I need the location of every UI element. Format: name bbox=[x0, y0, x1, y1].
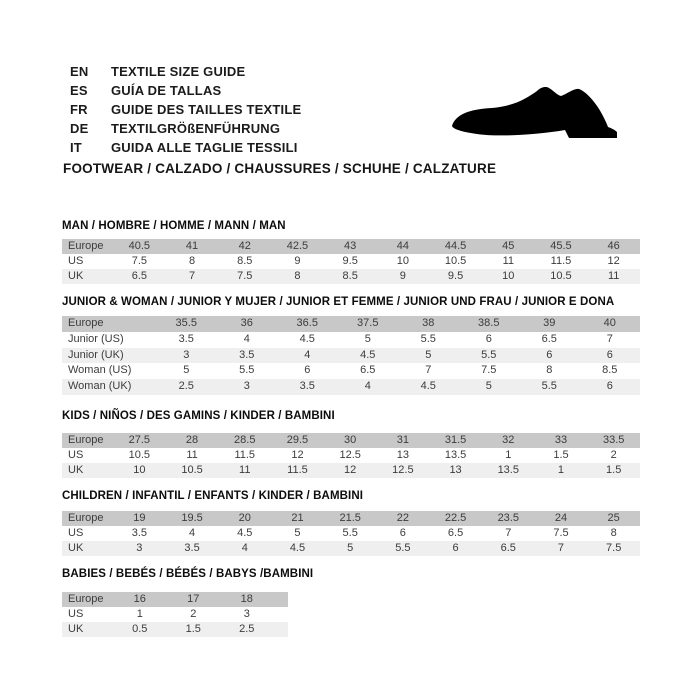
size-value: 3 bbox=[183, 348, 190, 361]
size-value: 29.5 bbox=[286, 434, 309, 446]
size-value: 5 bbox=[364, 332, 371, 345]
size-value: 5.5 bbox=[541, 380, 557, 393]
size-value: 6 bbox=[606, 380, 613, 393]
table-row bbox=[62, 463, 640, 478]
size-table bbox=[62, 433, 640, 478]
table-row bbox=[62, 433, 640, 448]
size-value: 44 bbox=[396, 240, 409, 252]
language-code: ES bbox=[70, 83, 88, 98]
size-value: 36 bbox=[240, 317, 253, 329]
row-label: UK bbox=[68, 542, 84, 554]
size-value: 10 bbox=[502, 270, 515, 282]
size-value: 4 bbox=[243, 332, 250, 345]
size-value: 38.5 bbox=[478, 317, 500, 329]
size-value: 33 bbox=[554, 434, 568, 446]
size-value: 46 bbox=[607, 240, 620, 252]
size-value: 2.5 bbox=[178, 380, 194, 393]
section-title: MAN / HOMBRE / HOMME / MANN / MAN bbox=[62, 220, 286, 232]
section-title: JUNIOR & WOMAN / JUNIOR Y MUJER / JUNIOR ET FEMME / JUNIOR UND FRAU / JUNIOR E DONA bbox=[62, 296, 615, 308]
row-label: UK bbox=[68, 464, 84, 476]
shoe-icon bbox=[447, 82, 622, 142]
table-row bbox=[62, 511, 640, 526]
size-value: 6.5 bbox=[541, 332, 557, 345]
size-value: 7 bbox=[606, 332, 613, 345]
category-title: FOOTWEAR / CALZADO / CHAUSSURES / SCHUHE / CALZATURE bbox=[63, 161, 497, 176]
table-row bbox=[62, 332, 640, 348]
size-value: 1 bbox=[557, 464, 565, 476]
size-value: 6.5 bbox=[500, 542, 516, 554]
size-value: 4.5 bbox=[299, 332, 315, 345]
size-value: 9.5 bbox=[342, 255, 358, 267]
table-row bbox=[62, 363, 640, 379]
language-code: EN bbox=[70, 64, 89, 79]
size-value: 7.5 bbox=[553, 527, 569, 539]
section-title: CHILDREN / INFANTIL / ENFANTS / KINDER / BAMBINI bbox=[62, 490, 364, 502]
size-value: 5 bbox=[425, 348, 432, 361]
row-label: UK bbox=[68, 623, 84, 635]
table-row bbox=[62, 348, 640, 364]
size-value: 8 bbox=[546, 364, 553, 377]
language-guide-title: GUIDA ALLE TAGLIE TESSILI bbox=[111, 140, 298, 155]
size-value: 19.5 bbox=[181, 512, 203, 524]
size-value: 39 bbox=[543, 317, 556, 329]
table-row bbox=[62, 541, 640, 556]
size-value: 10.5 bbox=[550, 270, 572, 282]
size-value: 6 bbox=[452, 542, 459, 554]
size-value: 40 bbox=[603, 317, 616, 329]
size-value: 3 bbox=[243, 608, 250, 620]
size-value: 36.5 bbox=[296, 317, 318, 329]
size-value: 4 bbox=[364, 380, 371, 393]
row-label: US bbox=[68, 449, 84, 461]
language-row-de bbox=[70, 119, 301, 138]
size-value: 5.5 bbox=[239, 364, 255, 377]
size-value: 27.5 bbox=[128, 434, 151, 446]
size-value: 1.5 bbox=[185, 623, 201, 635]
size-value: 42.5 bbox=[286, 240, 309, 252]
size-value: 37.5 bbox=[357, 317, 379, 329]
size-value: 10 bbox=[396, 255, 409, 267]
size-value: 4 bbox=[304, 348, 311, 361]
language-guide-title: TEXTILGRÖßENFÜHRUNG bbox=[111, 121, 281, 136]
size-value: 12.5 bbox=[392, 464, 414, 476]
size-value: 1 bbox=[136, 608, 143, 620]
size-value: 3.5 bbox=[299, 380, 315, 393]
language-row-es bbox=[70, 81, 301, 100]
row-label: Woman (UK) bbox=[68, 380, 132, 393]
size-value: 23.5 bbox=[497, 512, 519, 524]
language-guide-title: GUÍA DE TALLAS bbox=[111, 83, 222, 98]
size-table bbox=[62, 511, 640, 556]
size-table bbox=[62, 239, 640, 284]
size-value: 43 bbox=[344, 240, 357, 252]
size-value: 7.5 bbox=[606, 542, 622, 554]
size-value: 5 bbox=[183, 364, 190, 377]
table-row bbox=[62, 622, 288, 637]
size-value: 3.5 bbox=[178, 332, 194, 345]
size-value: 8.5 bbox=[342, 270, 358, 282]
size-value: 24 bbox=[554, 512, 568, 524]
row-label: Europe bbox=[68, 512, 104, 524]
size-value: 13 bbox=[449, 464, 462, 476]
size-value: 2 bbox=[610, 449, 617, 461]
size-value: 4.5 bbox=[420, 380, 436, 393]
size-value: 5.5 bbox=[342, 527, 358, 539]
size-value: 3 bbox=[136, 542, 143, 554]
size-value: 12 bbox=[607, 255, 620, 267]
language-guide-title: TEXTILE SIZE GUIDE bbox=[111, 64, 246, 79]
size-value: 41 bbox=[185, 240, 199, 252]
size-value: 18 bbox=[240, 593, 253, 605]
language-code: FR bbox=[70, 102, 88, 117]
size-value: 12 bbox=[344, 464, 357, 476]
size-value: 8 bbox=[610, 527, 617, 539]
size-value: 28.5 bbox=[234, 434, 256, 446]
size-value: 10.5 bbox=[181, 464, 203, 476]
size-value: 3.5 bbox=[239, 348, 255, 361]
size-value: 45.5 bbox=[550, 240, 572, 252]
size-value: 10 bbox=[133, 464, 146, 476]
size-value: 4 bbox=[241, 542, 248, 554]
size-value: 9 bbox=[399, 270, 406, 282]
row-label: Europe bbox=[68, 240, 104, 252]
size-value: 8 bbox=[294, 270, 301, 282]
language-row-en bbox=[70, 62, 301, 81]
size-value: 19 bbox=[133, 512, 146, 524]
row-label: Europe bbox=[68, 593, 104, 605]
size-value: 11 bbox=[502, 255, 514, 267]
size-value: 11.5 bbox=[287, 464, 308, 476]
table-row bbox=[62, 254, 640, 269]
size-value: 3 bbox=[243, 380, 250, 393]
size-value: 5 bbox=[485, 380, 492, 393]
size-value: 10.5 bbox=[128, 449, 151, 461]
size-value: 1 bbox=[505, 449, 512, 461]
size-value: 12.5 bbox=[339, 449, 361, 461]
size-value: 6.5 bbox=[447, 527, 464, 539]
size-value: 28 bbox=[185, 434, 199, 446]
size-value: 16 bbox=[133, 593, 146, 605]
size-value: 38 bbox=[422, 317, 435, 329]
size-value: 2 bbox=[190, 608, 197, 620]
size-value: 2.5 bbox=[239, 623, 255, 635]
size-value: 7.5 bbox=[481, 364, 497, 377]
size-value: 11.5 bbox=[550, 255, 572, 267]
table-row bbox=[62, 269, 640, 284]
size-value: 1.5 bbox=[606, 464, 622, 476]
size-table bbox=[62, 316, 640, 395]
row-label: UK bbox=[68, 270, 84, 282]
size-value: 1.5 bbox=[553, 449, 569, 461]
row-label: Junior (US) bbox=[68, 332, 124, 345]
size-value: 8.5 bbox=[602, 364, 618, 377]
table-row bbox=[62, 316, 640, 332]
section-title: KIDS / NIÑOS / DES GAMINS / KINDER / BAMBINI bbox=[62, 410, 335, 422]
size-value: 7 bbox=[557, 542, 565, 554]
size-value: 3.5 bbox=[131, 527, 147, 539]
size-value: 6.5 bbox=[360, 364, 376, 377]
size-value: 13.5 bbox=[497, 464, 519, 476]
row-label: US bbox=[68, 255, 84, 267]
table-row bbox=[62, 526, 640, 541]
size-value: 22.5 bbox=[444, 512, 467, 524]
size-value: 5.5 bbox=[481, 348, 497, 361]
size-value: 11 bbox=[239, 464, 251, 476]
table-row bbox=[62, 592, 288, 607]
size-value: 32 bbox=[502, 434, 515, 446]
size-value: 9.5 bbox=[447, 270, 464, 282]
size-value: 35.5 bbox=[175, 317, 197, 329]
size-value: 17 bbox=[187, 593, 200, 605]
size-value: 20 bbox=[238, 512, 251, 524]
row-label: Woman (US) bbox=[68, 364, 132, 377]
table-row bbox=[62, 239, 640, 254]
table-row bbox=[62, 379, 640, 395]
size-value: 3.5 bbox=[184, 542, 200, 554]
size-value: 7.5 bbox=[237, 270, 253, 282]
size-value: 10.5 bbox=[444, 255, 467, 267]
size-value: 7 bbox=[188, 270, 196, 282]
row-label: Europe bbox=[68, 317, 104, 329]
size-value: 8.5 bbox=[237, 255, 253, 267]
size-value: 6 bbox=[606, 348, 613, 361]
row-label: Junior (UK) bbox=[68, 348, 124, 361]
size-value: 13.5 bbox=[444, 449, 467, 461]
language-row-fr bbox=[70, 100, 301, 119]
size-value: 31 bbox=[396, 434, 409, 446]
row-label: US bbox=[68, 527, 84, 539]
size-value: 7 bbox=[425, 364, 432, 377]
size-value: 44.5 bbox=[444, 240, 467, 252]
size-value: 13 bbox=[396, 449, 409, 461]
size-value: 0.5 bbox=[132, 623, 148, 635]
size-value: 11.5 bbox=[234, 449, 256, 461]
row-label: Europe bbox=[68, 434, 104, 446]
size-value: 30 bbox=[344, 434, 357, 446]
language-row-it bbox=[70, 138, 301, 157]
size-value: 4 bbox=[188, 527, 196, 539]
table-row bbox=[62, 448, 640, 463]
size-value: 6 bbox=[546, 348, 553, 361]
size-value: 6 bbox=[485, 332, 492, 345]
size-value: 6 bbox=[304, 364, 311, 377]
size-value: 11 bbox=[607, 270, 620, 282]
size-value: 11 bbox=[186, 449, 198, 461]
size-value: 7 bbox=[505, 527, 512, 539]
size-value: 9 bbox=[294, 255, 301, 267]
size-value: 5.5 bbox=[420, 332, 436, 345]
size-value: 21.5 bbox=[339, 512, 361, 524]
size-value: 5 bbox=[294, 527, 301, 539]
size-value: 4.5 bbox=[237, 527, 253, 539]
size-value: 6 bbox=[399, 527, 406, 539]
size-value: 5.5 bbox=[395, 542, 411, 554]
size-value: 12 bbox=[291, 449, 304, 461]
size-value: 22 bbox=[396, 512, 409, 524]
size-value: 21 bbox=[291, 512, 304, 524]
size-value: 42 bbox=[238, 240, 251, 252]
section-title: BABIES / BEBÉS / BÉBÉS / BABYS /BAMBINI bbox=[62, 568, 314, 580]
size-value: 45 bbox=[502, 240, 515, 252]
size-value: 7.5 bbox=[131, 255, 147, 267]
size-value: 33.5 bbox=[602, 434, 625, 446]
size-value: 4.5 bbox=[360, 348, 376, 361]
language-list bbox=[70, 62, 301, 157]
size-value: 25 bbox=[607, 512, 620, 524]
size-value: 6.5 bbox=[131, 270, 147, 282]
language-code: DE bbox=[70, 121, 89, 136]
row-label: US bbox=[68, 608, 84, 620]
size-table bbox=[62, 592, 288, 637]
size-value: 40.5 bbox=[128, 240, 151, 252]
size-value: 8 bbox=[188, 255, 196, 267]
size-value: 31.5 bbox=[444, 434, 467, 446]
size-value: 4.5 bbox=[289, 542, 306, 554]
size-value: 5 bbox=[347, 542, 354, 554]
table-row bbox=[62, 607, 288, 622]
language-code: IT bbox=[70, 140, 82, 155]
language-guide-title: GUIDE DES TAILLES TEXTILE bbox=[111, 102, 302, 117]
